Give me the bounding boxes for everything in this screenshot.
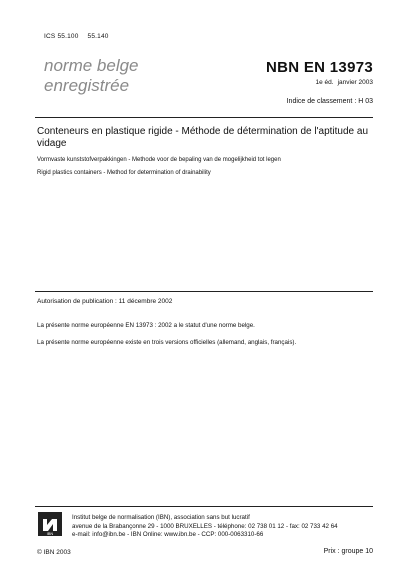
bottom-divider (35, 506, 373, 507)
brand-title (44, 56, 139, 96)
institute-address (72, 514, 338, 540)
title-english: Rigid plastics containers - Method for determination of drainability (37, 170, 211, 176)
brand-line-1: norme belge (44, 56, 139, 75)
classification-index: Indice de classement : H 03 (286, 98, 373, 105)
title-french: Conteneurs en plastique rigide - Méthode de détermination de l'aptitude au vidage (37, 126, 369, 149)
edition-number: 1e éd. (315, 79, 334, 86)
ics-code-2: 55.140 (87, 33, 109, 40)
ics-codes (44, 33, 109, 40)
edition-date: janvier 2003 (337, 79, 373, 86)
ibn-logo-icon (38, 512, 62, 536)
logo-text: IBN (46, 531, 54, 536)
edition-info (316, 79, 374, 86)
top-divider (35, 117, 373, 118)
price-group: Prix : groupe 10 (323, 548, 373, 555)
title-dutch: Vormvaste kunststofverpakkingen - Methode voor de bepaling van de mogelijkheid tot legen (37, 157, 281, 163)
address-line-1: Institut belge de normalisation (IBN), association sans but lucratif (72, 514, 250, 521)
versions-statement: La présente norme européenne existe en trois versions officielles (allemand, anglais, français). (37, 339, 297, 346)
address-line-3: e-mail: info@ibn.be - IBN Online: www.ibn.be - CCP: 000-0063310-66 (72, 531, 264, 538)
middle-divider (35, 291, 373, 292)
standard-number: NBN EN 13973 (266, 59, 373, 76)
ics-code-1: ICS 55.100 (44, 33, 79, 40)
address-line-2: avenue de la Brabançonne 29 - 1000 BRUXELLES - téléphone: 02 738 01 12 - fax: 02 733 42 64 (72, 522, 338, 530)
publication-authorization: Autorisation de publication : 11 décembre 2002 (37, 298, 173, 305)
adoption-statement: La présente norme européenne EN 13973 : 2002 a le statut d'une norme belge. (37, 322, 255, 329)
brand-line-2: enregistrée (44, 76, 130, 95)
copyright: © IBN 2003 (37, 549, 71, 556)
